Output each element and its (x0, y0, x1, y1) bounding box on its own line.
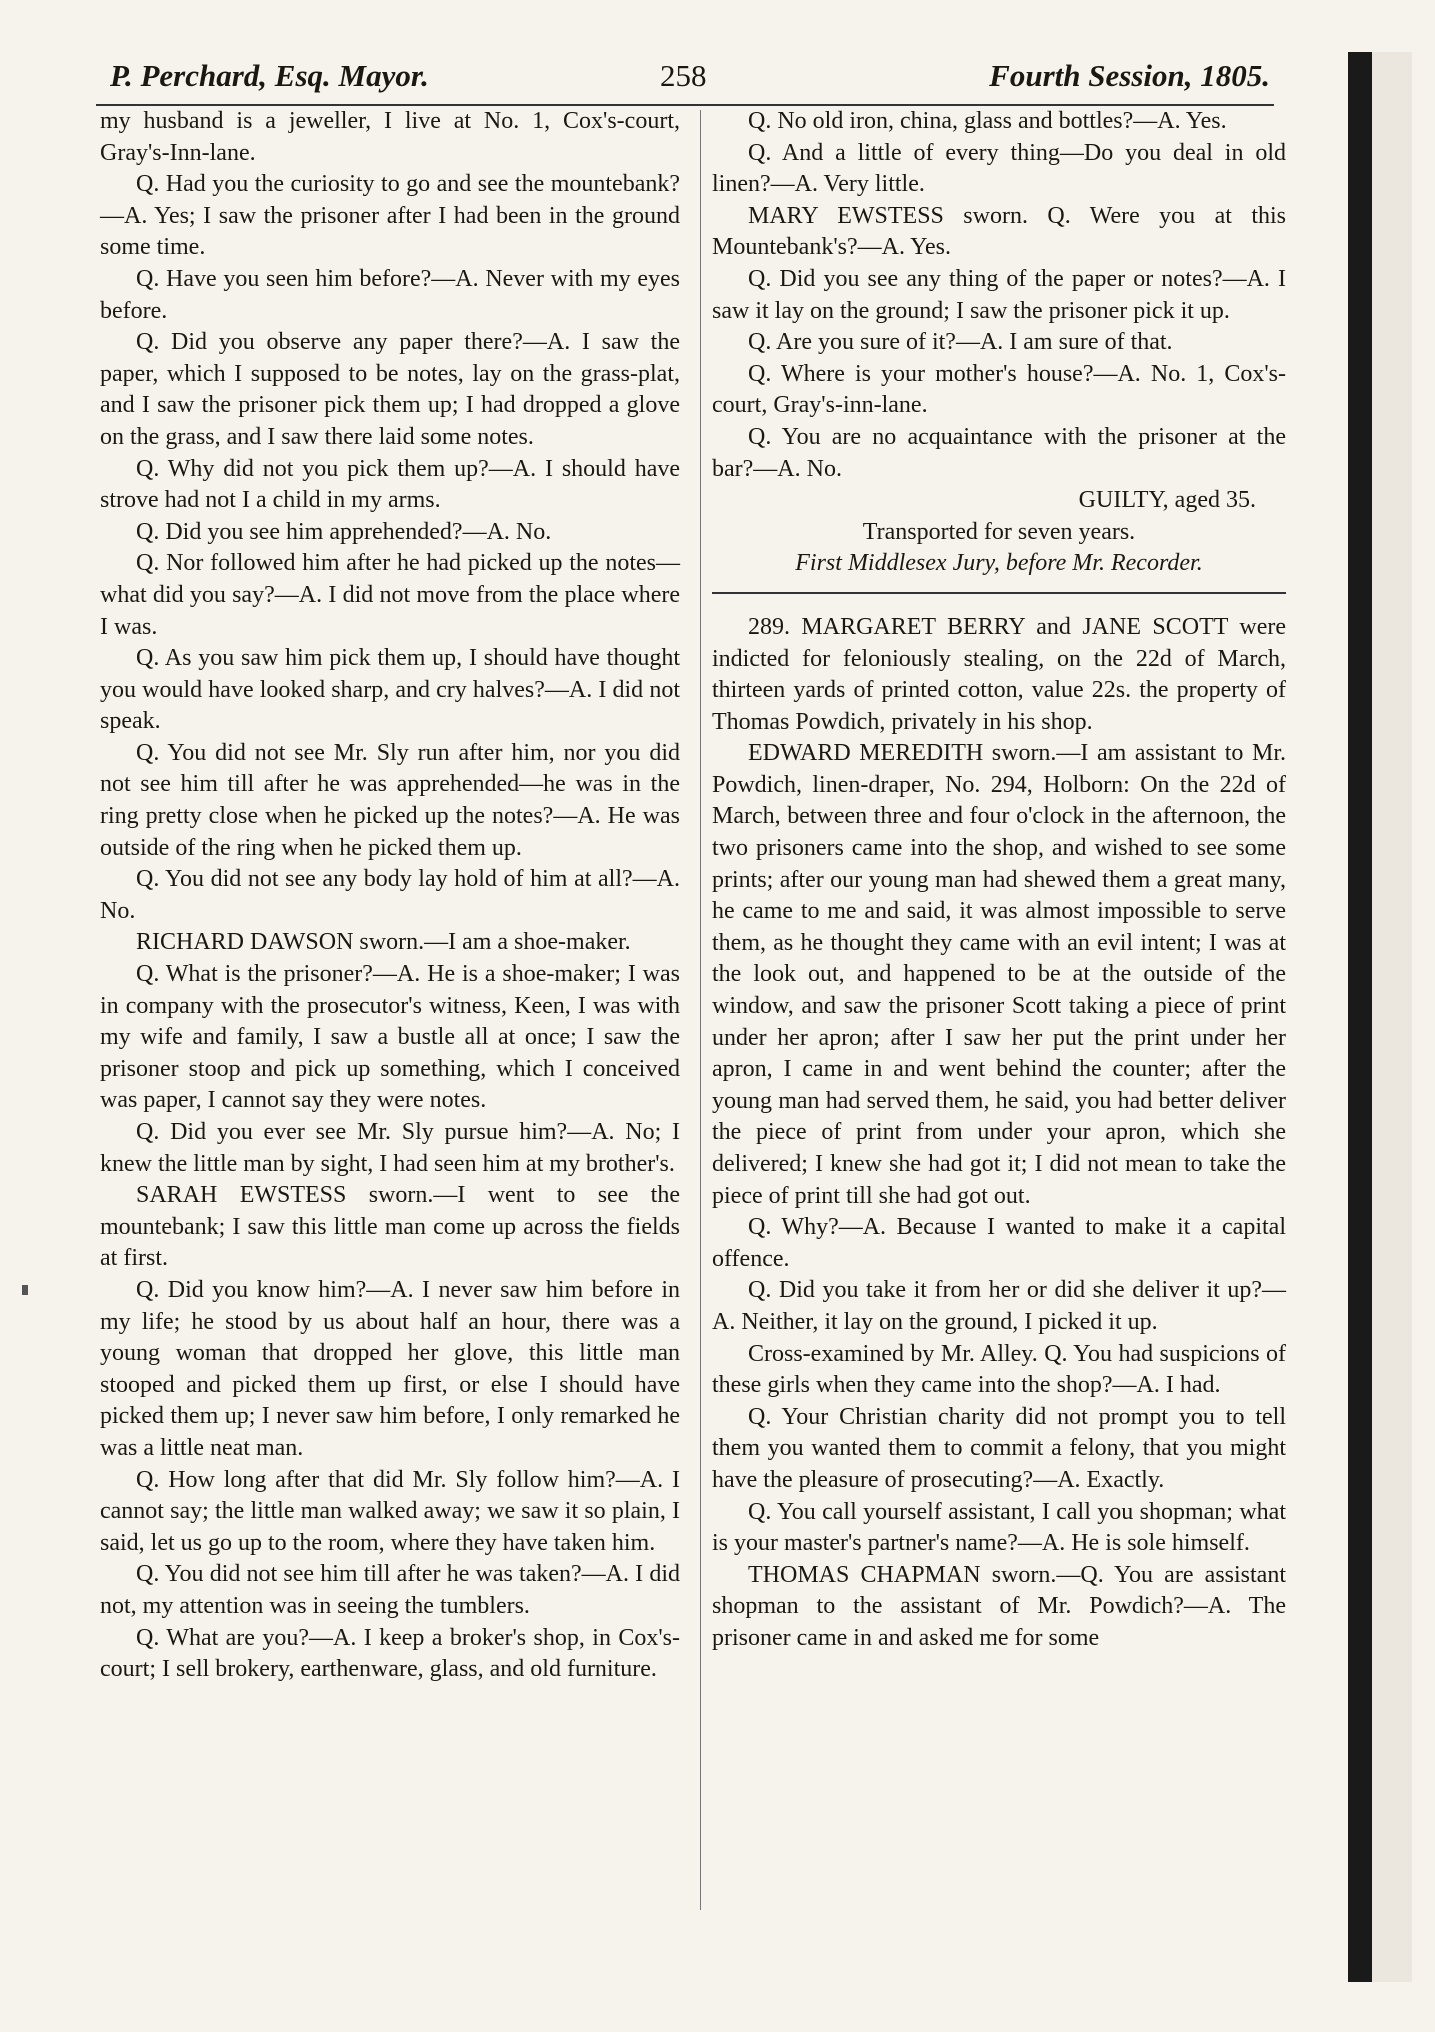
paragraph: Q. Have you seen him before?—A. Never with my eyes before. (100, 265, 680, 324)
paragraph: Q. As you saw him pick them up, I should have thought you would have looked sharp, and cry halves?—A. I did not speak. (100, 645, 680, 735)
paragraph: Q. You did not see him till after he was taken?—A. I did not, my attention was in seeing the tumblers. (100, 1561, 680, 1619)
page-binding-edge (1348, 52, 1372, 1982)
ink-speck (22, 1285, 28, 1295)
paragraph: THOMAS CHAPMAN sworn.—Q. You are assistant shopman to the assistant of Mr. Powdich?—A. The prisoner came in and asked me for some (712, 1561, 1286, 1651)
verdict-sentence: Transported for seven years. (862, 518, 1136, 545)
paragraph: Q. You did not see any body lay hold of him at all?—A. No. (100, 866, 680, 924)
paragraph: Q. What are you?—A. I keep a broker's shop, in Cox's-court; I sell brokery, earthenware, glass, and old furniture. (100, 1624, 680, 1683)
paragraph: my husband is a jeweller, I live at No. 1, Cox's-court, Gray's-Inn-lane. (100, 108, 680, 166)
paragraph: Q. Are you sure of it?—A. I am sure of that. (748, 329, 1173, 356)
paragraph: Q. You call yourself assistant, I call you shopman; what is your master's partner's name?—A. He is sole himself. (712, 1498, 1286, 1557)
page-number: 258 (660, 58, 707, 93)
header-mayor: P. Perchard, Esq. Mayor. (110, 58, 429, 93)
paragraph: EDWARD MEREDITH sworn.—I am assistant to Mr. Powdich, linen-draper, No. 294, Holborn: On the 22d of March, between three and four o'clock in the afternoon, the two prisoners came into the shop, and wished to see some prints; after our young man had shewed them a great many, he came to me and said, it was almost impossible to serve them, as he thought they came with an evil intent; I was at the look out, and happened to be at the outside of the window, and saw the prisoner Scott taking a piece of print under her apron; after I saw her put the print under her apron, I came in and went behind the counter; after the young man had served them, he said, you had better deliver the piece of print from under your apron, which she delivered; I knew she had got it; I did not mean to take the piece of print till she had got out. (712, 740, 1286, 1209)
right-column (712, 106, 1286, 1655)
running-header (110, 58, 1270, 104)
verdict-guilty: GUILTY, aged 35. (1078, 487, 1256, 514)
paragraph: Q. No old iron, china, glass and bottles?—A. Yes. (748, 108, 1227, 134)
paragraph: Q. You are no acquaintance with the prisoner at the bar?—A. No. (712, 423, 1286, 482)
paragraph: Q. Did you see him apprehended?—A. No. (136, 518, 552, 545)
paragraph: Q. Did you take it from her or did she deliver it up?—A. Neither, it lay on the ground, I picked it up. (712, 1277, 1286, 1335)
paragraph: Q. You did not see Mr. Sly run after him, nor you did not see him till after he was apprehended—he was in the ring pretty close when he picked up the notes?—A. He was outside of the ring when he picked them up. (100, 739, 680, 861)
paragraph: Q. Did you know him?—A. I never saw him before in my life; he stood by us about half an hour, there was a young woman that dropped her glove, this little man stooped and picked them up first, or else I should have picked them up; I never saw him before, I only remarked he was a little neat man. (100, 1276, 680, 1461)
paragraph: RICHARD DAWSON sworn.—I am a shoe-maker. (136, 929, 631, 956)
paragraph: Q. And a little of every thing—Do you deal in old linen?—A. Very little. (712, 139, 1286, 198)
page-outer-margin (1372, 52, 1412, 1982)
paragraph: Q. Did you observe any paper there?—A. I saw the paper, which I supposed to be notes, lay on the grass-plat, and I saw the prisoner pick them up; I had dropped a glove on the grass, and I saw there laid some notes. (100, 329, 680, 450)
header-session: Fourth Session, 1805. (989, 58, 1270, 93)
paragraph: Q. Why did not you pick them up?—A. I should have strove had not I a child in my arms. (100, 455, 680, 514)
verdict-jury: First Middlesex Jury, before Mr. Recorder. (795, 550, 1203, 577)
paragraph: Cross-examined by Mr. Alley. Q. You had suspicions of these girls when they came into the shop?—A. I had. (712, 1340, 1286, 1399)
paragraph: Q. Why?—A. Because I wanted to make it a capital offence. (712, 1214, 1286, 1272)
paragraph: MARY EWSTESS sworn. Q. Were you at this Mountebank's?—A. Yes. (712, 202, 1286, 261)
paragraph: Q. Had you the curiosity to go and see the mountebank?—A. Yes; I saw the prisoner after I had been in the ground some time. (100, 171, 680, 261)
paragraph: Q. Did you see any thing of the paper or notes?—A. I saw it lay on the ground; I saw the prisoner pick it up. (712, 265, 1286, 324)
paragraph: Q. Did you ever see Mr. Sly pursue him?—A. No; I knew the little man by sight, I had seen him at my brother's. (100, 1119, 680, 1177)
column-divider (700, 110, 701, 1910)
paragraph: Q. Nor followed him after he had picked up the notes—what did you say?—A. I did not move from the place where I was. (100, 550, 680, 640)
case-heading: 289. MARGARET BERRY and JANE SCOTT were indicted for feloniously stealing, on the 22d of March, thirteen yards of printed cotton, value 22s. the property of Thomas Powdich, privately in his shop. (712, 613, 1286, 735)
paragraph: Q. How long after that did Mr. Sly follow him?—A. I cannot say; the little man walked away; we saw it so plain, I said, let us go up to the room, where they have taken him. (100, 1466, 680, 1556)
left-column (100, 106, 680, 1686)
paragraph: SARAH EWSTESS sworn.—I went to see the mountebank; I saw this little man come up across the fields at first. (100, 1182, 680, 1272)
case-separator (712, 592, 1286, 594)
paragraph: Q. What is the prisoner?—A. He is a shoe-maker; I was in company with the prosecutor's witness, Keen, I was with my wife and family, I saw a bustle all at once; I saw the prisoner stoop and pick up something, which I conceived was paper, I cannot say they were notes. (100, 961, 680, 1114)
paragraph: Q. Where is your mother's house?—A. No. 1, Cox's-court, Gray's-inn-lane. (712, 360, 1286, 419)
paragraph: Q. Your Christian charity did not prompt you to tell them you wanted them to commit a felony, that you might have the pleasure of prosecuting?—A. Exactly. (712, 1403, 1286, 1493)
